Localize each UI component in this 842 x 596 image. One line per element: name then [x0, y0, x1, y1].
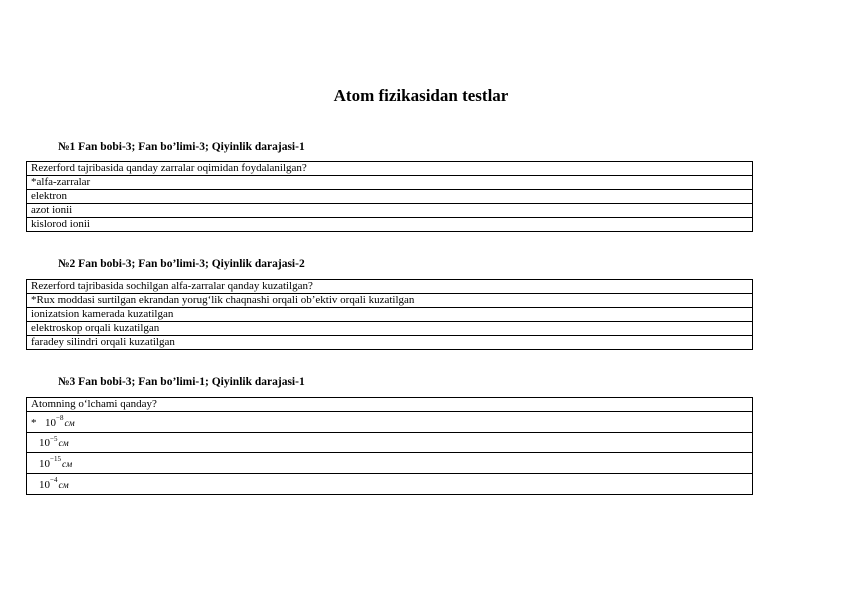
answer-option: kislorod ionii	[27, 218, 753, 232]
answer-row	[27, 336, 753, 350]
answer-row	[27, 322, 753, 336]
answer-row	[27, 473, 753, 494]
answer-option: ionizatsion kamerada kuzatilgan	[27, 308, 753, 322]
answer-row-correct	[27, 412, 753, 433]
answer-option: *alfa-zarralar	[27, 176, 753, 190]
size-value	[39, 475, 69, 491]
question-row	[27, 398, 753, 412]
size-value	[45, 414, 75, 429]
value-base: 10	[45, 416, 56, 429]
question-1-heading: №1 Fan bobi-3; Fan bo’limi-3; Qiyinlik darajasi-1	[58, 141, 305, 153]
question-3-heading: №3 Fan bobi-3; Fan bo’limi-1; Qiyinlik darajasi-1	[58, 376, 305, 388]
question-text: Atomning o‘lchami qanday?	[27, 398, 753, 412]
value-base: 10	[39, 437, 50, 450]
answer-option	[27, 473, 753, 494]
answer-option: azot ionii	[27, 204, 753, 218]
answer-row	[27, 453, 753, 474]
answer-row-correct	[27, 294, 753, 308]
question-1-table	[26, 161, 753, 232]
value-base: 10	[39, 457, 50, 470]
size-value	[39, 455, 73, 470]
answer-option	[27, 453, 753, 474]
correct-marker: *	[31, 416, 37, 429]
size-value	[39, 434, 69, 450]
answer-option	[27, 412, 753, 433]
answer-option: elektroskop orqali kuzatilgan	[27, 322, 753, 336]
value-unit: см	[58, 480, 69, 491]
value-exponent: −15	[50, 455, 61, 464]
answer-row	[27, 218, 753, 232]
answer-option	[27, 432, 753, 453]
document-title: Atom fizikasidan testlar	[333, 86, 509, 105]
value-base: 10	[39, 478, 50, 491]
question-3-table	[26, 397, 753, 495]
question-row	[27, 162, 753, 176]
value-exponent: −5	[50, 434, 58, 443]
value-unit: см	[61, 459, 73, 470]
answer-row	[27, 432, 753, 453]
answer-row-correct	[27, 176, 753, 190]
answer-row	[27, 190, 753, 204]
value-exponent: −4	[50, 475, 58, 484]
value-exponent: −8	[56, 414, 64, 422]
value-unit: см	[58, 439, 69, 450]
answer-option: *Rux moddasi surtilgan ekrandan yorug‘lik chaqnashi orqali ob’ektiv orqali kuzatilgan	[27, 294, 753, 308]
answer-row	[27, 204, 753, 218]
question-2-heading: №2 Fan bobi-3; Fan bo’limi-3; Qiyinlik darajasi-2	[58, 258, 305, 270]
question-text: Rezerford tajribasida sochilgan alfa-zarralar qanday kuzatilgan?	[27, 280, 753, 294]
question-2-table	[26, 279, 753, 350]
question-row	[27, 280, 753, 294]
answer-option: elektron	[27, 190, 753, 204]
answer-row	[27, 308, 753, 322]
value-unit: см	[64, 418, 75, 429]
question-text: Rezerford tajribasida qanday zarralar oqimidan foydalanilgan?	[27, 162, 753, 176]
answer-option: faradey silindri orqali kuzatilgan	[27, 336, 753, 350]
